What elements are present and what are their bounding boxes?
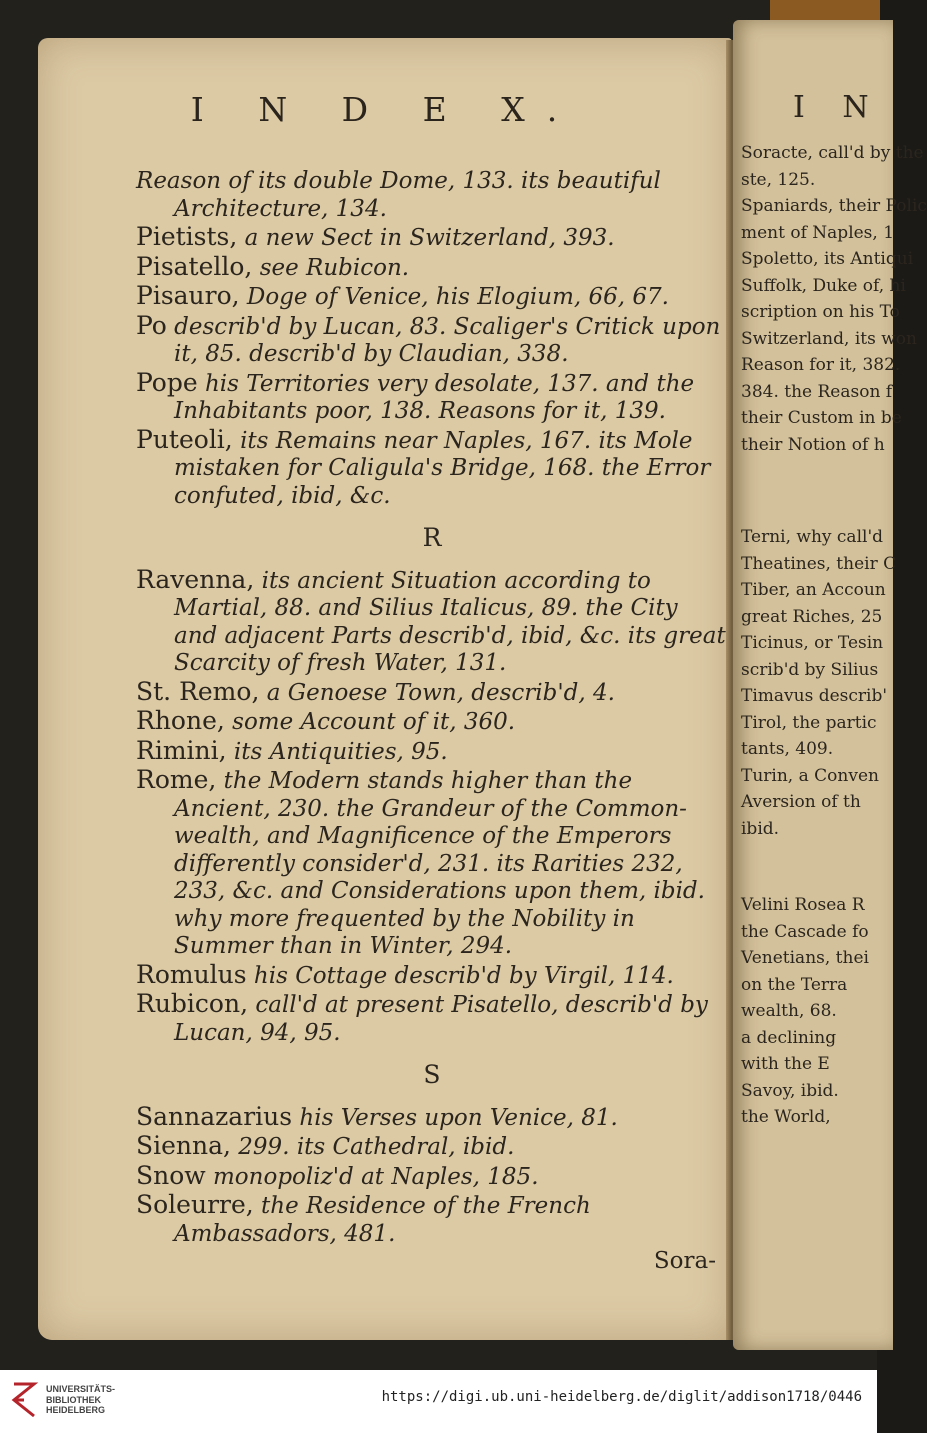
right-page-line: a declining	[741, 1027, 837, 1048]
right-page-line: on the Terra	[741, 974, 848, 995]
logo-line: UNIVERSITÄTS-	[46, 1384, 116, 1394]
left-page	[38, 38, 732, 1340]
section-letter-s: S	[423, 1060, 441, 1089]
entries-p-section	[136, 168, 728, 510]
right-page-line: Spoletto, its Antiqui	[741, 249, 914, 269]
entry-text: its ancient Situation according to Martial, 88. and Silius Italicus, 89. the City and adjacent Parts describ'd, ibid, &c. its great Scarcity of fresh Water, 131.	[174, 567, 726, 676]
right-lines-s	[741, 140, 927, 458]
entry-text: see Rubicon.	[252, 254, 410, 281]
entry-text: some Account of it, 360.	[224, 709, 516, 735]
right-page-line: Aversion of th	[741, 792, 861, 812]
spacer	[741, 842, 891, 892]
right-page-line: Reason for it, 382.	[741, 355, 901, 375]
permalink-url[interactable]: https://digi.ub.uni-heidelberg.de/diglit/addison1718/0446	[381, 1389, 862, 1405]
right-page	[733, 20, 927, 1350]
right-page-line: the Cascade fo	[741, 921, 869, 942]
entry-text: monopoliz'd at Naples, 185.	[205, 1163, 539, 1190]
entry-text: a Genoese Town, describ'd, 4.	[259, 679, 615, 706]
logo-line: BIBLIOTHEK	[46, 1394, 101, 1405]
index-entries	[136, 168, 728, 1276]
library-logo-icon	[10, 1380, 38, 1420]
index-entry	[136, 282, 728, 312]
right-page-lines	[741, 140, 927, 1131]
entry-text: Reason of its double Dome, 133. its beautiful Architecture, 134.	[136, 168, 661, 222]
index-entry	[136, 566, 728, 678]
entry-text: 299. its Cathedral, ibid.	[230, 1134, 515, 1160]
library-name	[46, 1384, 115, 1416]
logo-line: HEIDELBERG	[46, 1405, 106, 1415]
right-lines-t	[741, 524, 897, 842]
right-page-line: Timavus describ'	[741, 686, 888, 706]
entry-headword: Soleurre,	[136, 1190, 254, 1219]
right-page-line: their Custom in be	[741, 408, 902, 428]
index-entry	[136, 312, 728, 369]
entry-headword: Romulus	[136, 959, 247, 989]
right-page-line: great Riches, 25	[741, 606, 883, 627]
index-entry	[136, 766, 728, 961]
right-page-line: Venetians, thei	[741, 948, 869, 968]
entry-text: his Territories very desolate, 137. and the Inhabitants poor, 138. Reasons for it, 139.	[174, 370, 695, 424]
index-entry	[136, 369, 728, 426]
right-page-header: I N	[793, 90, 883, 125]
index-entry	[136, 1162, 728, 1192]
entry-headword: Rimini,	[136, 735, 227, 765]
entry-text: its Remains near Naples, 167. its Mole mistaken for Caligula's Bridge, 168. the Error confuted, ibid, &c.	[174, 427, 711, 509]
right-page-line: 384. the Reason f	[741, 381, 893, 402]
entry-text: his Cottage describ'd by Virgil, 114.	[246, 962, 674, 989]
entry-text: a new Sect in Switzerland, 393.	[237, 225, 615, 251]
index-entry	[136, 678, 728, 708]
right-page-line: scrib'd by Silius	[741, 659, 879, 680]
right-page-line: Ticinus, or Tesin	[741, 633, 884, 653]
entry-text: the Residence of the French Ambassadors, 481.	[174, 1193, 591, 1247]
entry-headword: Ravenna,	[136, 564, 255, 594]
index-entry	[136, 168, 728, 223]
right-page-line: Theatines, their C	[741, 553, 897, 574]
right-page-line: their Notion of h	[741, 434, 885, 455]
right-page-line: Terni, why call'd	[741, 527, 883, 547]
right-page-line: Soracte, call'd by the	[741, 143, 924, 163]
index-entry	[136, 1103, 728, 1133]
entry-text: its Antiquities, 95.	[226, 738, 448, 765]
right-page-line: ibid.	[741, 818, 780, 839]
index-entry	[136, 707, 728, 737]
entry-text: the Modern stands higher than the Ancient, 230. the Grandeur of the Common-wealth, and Magnificence of the Emperors differently consider'd, 231. its Rarities 232, 233, &c. and Considerations upon them, ibid. why more frequented by the Nobility in Summer than in Winter, 294.	[174, 768, 705, 959]
entry-headword: Snow	[136, 1160, 206, 1190]
right-page-line: Suffolk, Duke of, hi	[741, 275, 906, 296]
right-page-line: Switzerland, its won	[741, 328, 917, 349]
viewer-footer	[0, 1370, 877, 1433]
entries-r-section	[136, 566, 728, 1048]
index-entry	[136, 253, 728, 283]
right-page-line: Savoy, ibid.	[741, 1080, 839, 1101]
entry-text: call'd at present Pisatello, describ'd by Lucan, 94, 95.	[174, 992, 708, 1046]
right-page-line: tants, 409.	[741, 739, 834, 759]
right-page-line: Spaniards, their Polic	[741, 196, 927, 216]
index-entry	[136, 426, 728, 511]
index-entry	[136, 737, 728, 767]
right-page-line: wealth, 68.	[741, 1001, 837, 1021]
entry-headword: Sienna,	[136, 1131, 231, 1160]
right-page-line: Tiber, an Accoun	[741, 580, 886, 600]
entry-text: Doge of Venice, his Elogium, 66, 67.	[239, 284, 669, 310]
entry-text: describ'd by Lucan, 83. Scaliger's Critick upon it, 85. describ'd by Claudian, 338.	[166, 313, 721, 367]
entry-headword: Puteoli,	[136, 424, 233, 454]
right-page-line: scription on his To	[741, 302, 900, 322]
right-page-line: ment of Naples, 1	[741, 222, 895, 243]
right-page-line: Tirol, the partic	[741, 712, 877, 733]
catchword: Sora-	[653, 1248, 716, 1274]
entry-headword: Rubicon,	[136, 989, 249, 1018]
index-entry	[136, 961, 728, 991]
entry-headword: Rome,	[136, 765, 217, 794]
index-entry	[136, 1132, 728, 1162]
right-lines-v	[741, 892, 891, 1131]
entry-headword: Rhone,	[136, 706, 225, 735]
entry-headword: Pope	[136, 367, 198, 397]
right-page-line: Velini Rosea R	[741, 895, 865, 915]
page-header: I N D E X.	[190, 90, 580, 129]
index-entry	[136, 223, 728, 253]
entry-headword: Po	[136, 310, 167, 340]
entries-s-section	[136, 1103, 728, 1249]
right-page-line: ste, 125.	[741, 169, 816, 190]
entry-headword: Sannazarius	[136, 1101, 293, 1131]
right-page-line: the World,	[741, 1107, 831, 1127]
index-entry	[136, 1191, 728, 1248]
index-entry	[136, 990, 728, 1047]
entry-text: his Verses upon Venice, 81.	[292, 1104, 618, 1131]
right-page-line: with the E	[741, 1054, 830, 1074]
entry-headword: Pisauro,	[136, 281, 240, 310]
section-letter-r: R	[422, 523, 442, 552]
entry-headword: St. Remo,	[136, 676, 260, 706]
entry-headword: Pisatello,	[136, 251, 253, 281]
entry-headword: Pietists,	[136, 222, 238, 251]
right-page-line: Turin, a Conven	[741, 765, 879, 786]
spacer	[741, 458, 891, 524]
